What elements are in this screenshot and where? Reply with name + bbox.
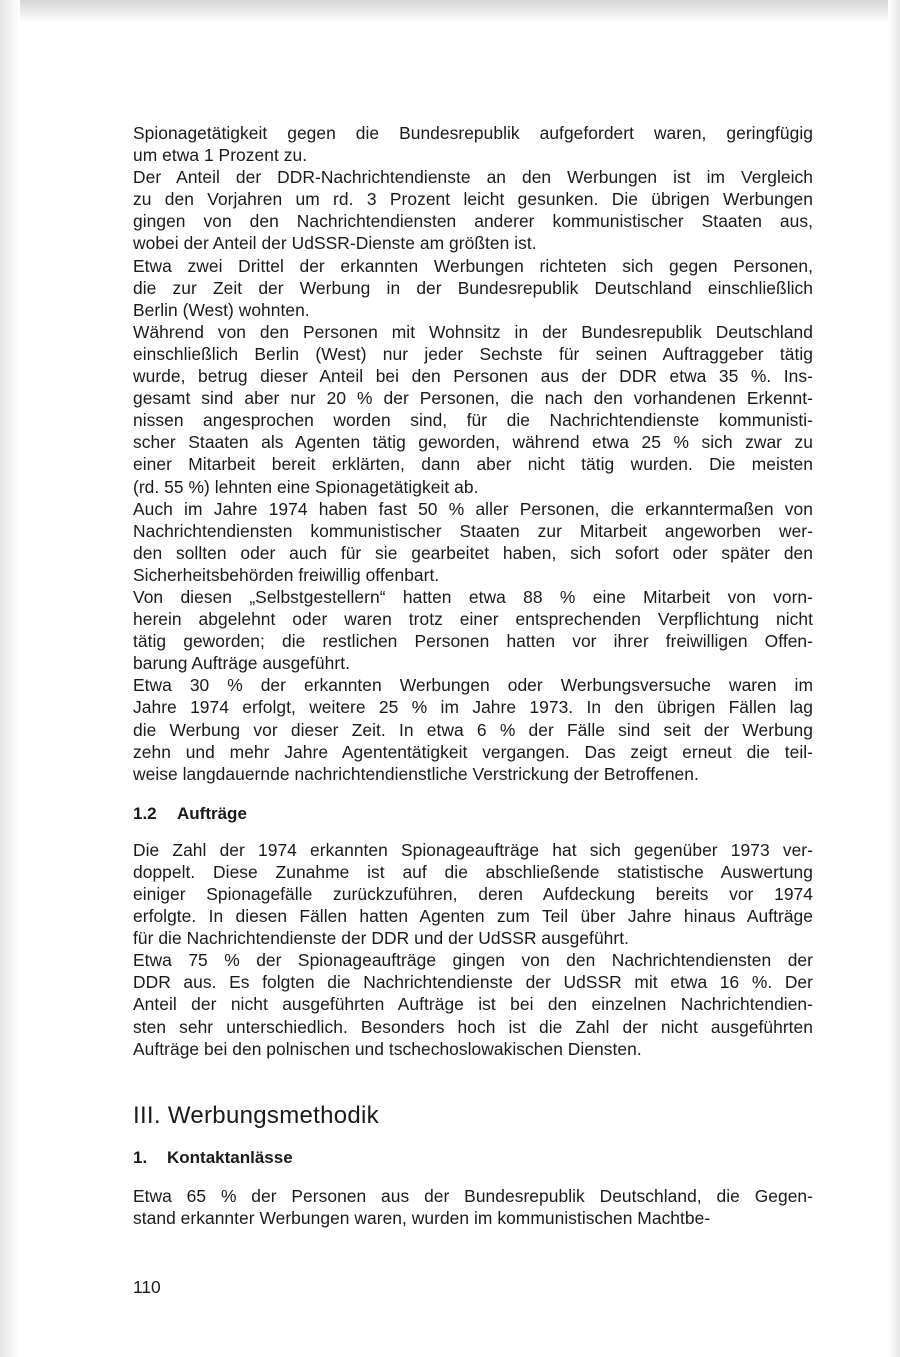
text-line: die zur Zeit der Werbung in der Bundesrepublik Deutschland einschließlich xyxy=(133,277,813,298)
paragraph xyxy=(133,498,813,586)
text-line: Nachrichtendiensten kommunistischer Staaten zur Mitarbeit angeworben wer- xyxy=(133,520,813,541)
text-line: Etwa zwei Drittel der erkannten Werbungen richteten sich gegen Personen, xyxy=(133,255,813,276)
section-number: 1. xyxy=(133,1147,148,1167)
text-line: Etwa 65 % der Personen aus der Bundesrepublik Deutschland, die Gegen- xyxy=(133,1185,813,1206)
paragraph xyxy=(133,586,813,674)
text-line: stand erkannter Werbungen waren, wurden im kommunistischen Machtbe- xyxy=(133,1207,711,1228)
paragraph xyxy=(133,122,813,166)
chapter-heading: III. Werbungsmethodik xyxy=(133,1101,379,1129)
text-line: sten sehr unterschiedlich. Besonders hoch ist die Zahl der nicht ausgeführten xyxy=(133,1016,813,1037)
text-block-kontaktanlaesse xyxy=(133,1185,813,1229)
text-line: Spionagetätigkeit gegen die Bundesrepublik aufgefordert waren, geringfügig xyxy=(133,123,813,143)
text-line: Jahre 1974 erfolgt, weitere 25 % im Jahre 1973. In den übrigen Fällen lag xyxy=(133,697,813,718)
text-line: doppelt. Diese Zunahme ist auf die abschließende statistische Auswertung xyxy=(133,861,813,882)
text-line: gingen von den Nachrichtendiensten anderer kommunistischer Staaten aus, xyxy=(133,211,813,232)
text-line: scher Staaten als Agenten tätig geworden, während etwa 25 % sich zwar zu xyxy=(133,432,813,453)
paragraph xyxy=(133,321,813,498)
text-line: Berlin (West) wohnten. xyxy=(133,299,310,320)
section-heading-kontaktanlaesse xyxy=(133,1147,813,1169)
text-line: einschließlich Berlin (West) nur jeder Sechste für seinen Auftraggeber tätig xyxy=(133,343,813,364)
text-line: Die Zahl der 1974 erkannten Spionageaufträge hat sich gegenüber 1973 ver- xyxy=(133,839,813,860)
text-line: Von diesen „Selbstgestellern“ hatten etwa 88 % eine Mitarbeit von vorn- xyxy=(133,586,813,607)
text-line: Etwa 75 % der Spionageaufträge gingen von den Nachrichtendiensten der xyxy=(133,950,813,971)
text-line: barung Aufträge ausgeführt. xyxy=(133,653,350,674)
text-line: wobei der Anteil der UdSSR-Dienste am größten ist. xyxy=(133,233,537,254)
section-title: Aufträge xyxy=(177,803,247,823)
text-line: weise langdauernde nachrichtendienstliche Verstrickung der Betroffenen. xyxy=(133,763,699,784)
text-line: um etwa 1 Prozent zu. xyxy=(133,145,308,166)
section-heading-auftraege xyxy=(133,803,813,825)
text-line: die Werbung vor dieser Zeit. In etwa 6 % der Fälle sind seit der Werbung xyxy=(133,719,813,740)
text-line: zehn und mehr Jahre Agententätigkeit vergangen. Das zeigt erneut die teil- xyxy=(133,741,813,762)
paragraph xyxy=(133,255,813,321)
text-line: einer Mitarbeit bereit erklärten, dann aber nicht tätig wurden. Die meisten xyxy=(133,454,813,475)
text-line: Anteil der nicht ausgeführten Aufträge ist bei den einzelnen Nachrichtendien- xyxy=(133,994,813,1015)
text-line: tätig geworden; die restlichen Personen hatten vor ihrer freiwilligen Offen- xyxy=(133,631,813,652)
text-line: DDR aus. Es folgten die Nachrichtendienste der UdSSR mit etwa 16 %. Der xyxy=(133,972,813,993)
text-block-intro xyxy=(133,122,813,785)
text-line: einiger Spionagefälle zurückzuführen, deren Aufdeckung bereits vor 1974 xyxy=(133,884,813,904)
text-line: Auch im Jahre 1974 haben fast 50 % aller Personen, die erkanntermaßen von xyxy=(133,498,813,519)
section-title: Kontaktanlässe xyxy=(167,1147,293,1167)
text-line: Sicherheitsbehörden freiwillig offenbart. xyxy=(133,564,440,585)
text-block-auftraege xyxy=(133,839,813,1060)
text-line: zu den Vorjahren um rd. 3 Prozent leicht gesunken. Die übrigen Werbungen xyxy=(133,189,813,210)
paragraph xyxy=(133,166,813,254)
text-line: für die Nachrichtendienste der DDR und der UdSSR ausgeführt. xyxy=(133,928,629,949)
text-line: Etwa 30 % der erkannten Werbungen oder Werbungsversuche waren im xyxy=(133,675,813,696)
text-line: gesamt sind aber nur 20 % der Personen, die nach den vorhandenen Erkennt- xyxy=(133,388,813,409)
page-number: 110 xyxy=(133,1277,161,1297)
text-line: Der Anteil der DDR-Nachrichtendienste an den Werbungen ist im Vergleich xyxy=(133,167,813,188)
text-line: herein abgelehnt oder waren trotz einer entsprechenden Verpflichtung nicht xyxy=(133,609,813,630)
paragraph xyxy=(133,1185,813,1229)
scan-edge-left xyxy=(0,0,20,1357)
paragraph xyxy=(133,839,813,949)
text-line: Während von den Personen mit Wohnsitz in der Bundesrepublik Deutschland xyxy=(133,321,813,342)
text-line: den sollten oder auch für sie gearbeitet haben, sich sofort oder später den xyxy=(133,542,813,563)
scan-edge-right xyxy=(888,0,900,1357)
page-body xyxy=(133,122,813,1229)
text-line: wurde, betrug dieser Anteil bei den Personen aus der DDR etwa 35 %. Ins- xyxy=(133,366,813,387)
text-line: Aufträge bei den polnischen und tschechoslowakischen Diensten. xyxy=(133,1038,642,1059)
text-line: (rd. 55 %) lehnten eine Spionagetätigkeit ab. xyxy=(133,476,479,497)
paragraph xyxy=(133,949,813,1059)
text-line: nissen angesprochen worden sind, für die Nachrichtendienste kommunisti- xyxy=(133,410,813,431)
section-number: 1.2 xyxy=(133,803,157,823)
text-line: erfolgte. In diesen Fällen hatten Agenten zum Teil über Jahre hinaus Aufträge xyxy=(133,906,813,927)
paragraph xyxy=(133,674,813,784)
scan-edge-top xyxy=(0,0,900,22)
